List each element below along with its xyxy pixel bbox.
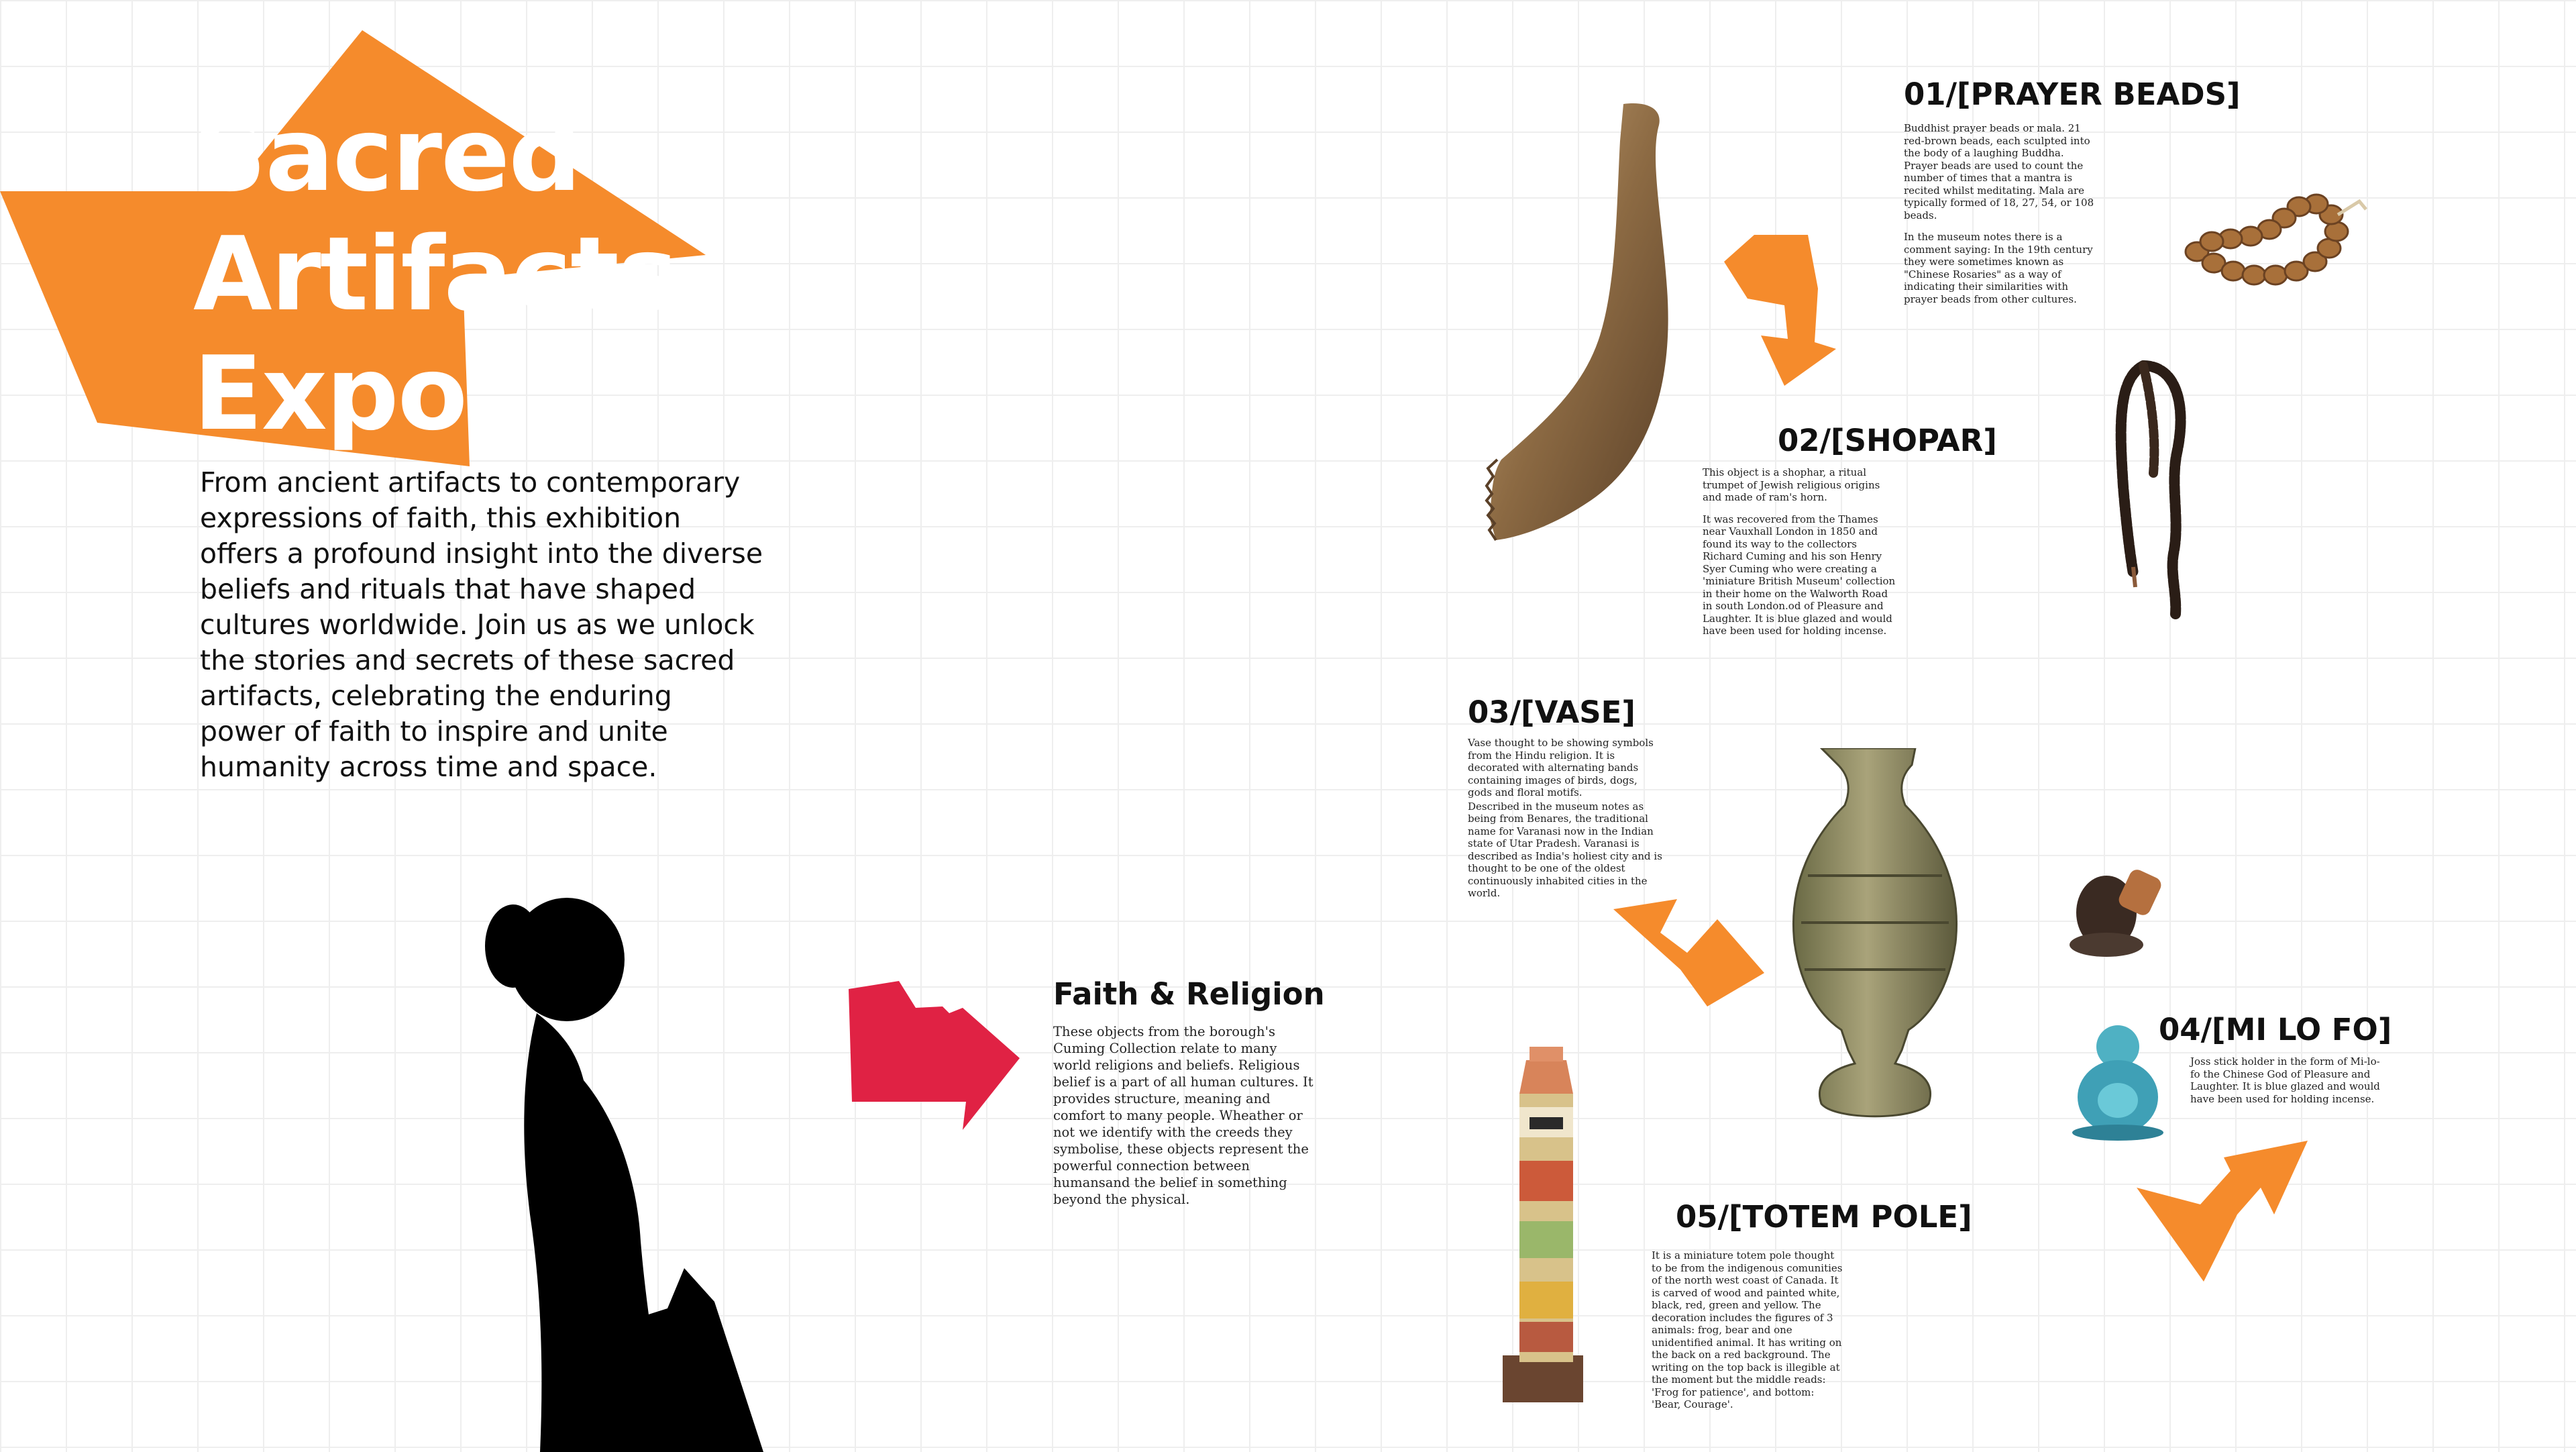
artifact-02-paragraph-2: It was recovered from the Thames near Vauxhall London in 1850 and found its way to the collectors Richard Cuming and his son Henry Syer Cuming who were creating a 'miniature British Museum' collection in their home on the Walworth Road in south London.od of Pleasure and Laughter. It is blue glazed and would have been used for holding incense. (1703, 513, 1896, 637)
artifact-05-paragraph-1: It is a miniature totem pole thought to be from the indigenous comunities of the north west coast of Canada. It is carved of wood and painted white, black, red, green and yellow. The decoration includes the figures of 3 animals: frog, bear and one unidentified animal. It has writing on the back on a red background. The writing on the top back is illegible at the moment but the middle reads: 'Frog for patience', and bottom: 'Bear, Courage'. (1652, 1249, 1843, 1410)
artifact-02-paragraph-1: This object is a shophar, a ritual trumpet of Jewish religious origins and made of ram's horn. (1703, 466, 1880, 503)
artifact-05-description (1652, 1249, 1846, 1420)
artifact-04-description (2190, 1055, 2385, 1114)
faith-body: These objects from the borough's Cuming Collection relate to many world religions and beliefs. Religious belief is a part of all human cultures. It provides structure, meaning and comfort to many people. Wheather or not we identify with the creeds they symbolise, these objects represent the powerful connection between humansand the belief in something beyond the physical. (1053, 1024, 1313, 1207)
artifact-01-heading: 01/[PRAYER BEADS] (1904, 76, 2241, 112)
title-line-2: Artifacts (193, 215, 678, 333)
artifact-01-paragraph-2: In the museum notes there is a comment saying: In the 19th century they were sometimes known as "Chinese Rosaries" as a way of indicating their similarities with prayer beads from other cultures. (1904, 231, 2093, 305)
artifact-03-description (1468, 737, 1662, 909)
artifact-02-heading: 02/[SHOPAR] (1778, 423, 1997, 458)
artifact-01-description (1904, 122, 2098, 315)
artifact-05-heading: 05/[TOTEM POLE] (1676, 1199, 1972, 1235)
red-arrow-icon (849, 981, 1023, 1130)
totem-pole-image (1503, 1047, 1590, 1402)
intro-paragraph: From ancient artifacts to contemporary expressions of faith, this exhibition offers a profound insight into the diverse beliefs and rituals that have shaped cultures worldwide. Join us as we unlock the stories and secrets of these sacred artifacts, celebrating the enduring power of faith to inspire and unite humanity across time and space. (200, 466, 763, 783)
title-line-3: Expo (193, 334, 467, 453)
mi-lo-fo-figurine-image (2070, 1020, 2167, 1141)
artifact-04-paragraph-1: Joss stick holder in the form of Mi-lo-fo the Chinese God of Pleasure and Laughter. It is blue glazed and would have been used for holding incense. (2190, 1055, 2380, 1105)
shofar-horn-image (1483, 101, 1724, 543)
page-title (193, 95, 678, 454)
small-figurine-image (2066, 859, 2167, 960)
artifact-03-paragraph-1: Vase thought to be showing symbols from the Hindu religion. It is decorated with alternating bands containing images of birds, dogs, gods and floral motifs. (1468, 737, 1654, 798)
artifact-03-paragraph-2: Described in the museum notes as being from Benares, the traditional name for Varanasi now in the Indian state of Utar Pradesh. Varanasi is described as India's holiest city and is thought to be one of the oldest continuously inhabited cities in the world. (1468, 800, 1662, 899)
artifact-04-heading: 04/[MI LO FO] (2159, 1012, 2392, 1047)
orange-arrow-down-icon (1721, 231, 1841, 386)
orange-arrow-left-icon (1613, 899, 1768, 1006)
title-line-1: Sacred (193, 95, 580, 214)
artifact-01-paragraph-1: Buddhist prayer beads or mala. 21 red-brown beads, each sculpted into the body of a laughing Buddha. Prayer beads are used to count the number of times that a mantra is recited whilst meditating. Mala are typically formed of 18, 27, 54, or 108 beads. (1904, 122, 2094, 221)
rosary-beads-image (2103, 352, 2204, 621)
brass-vase-image (1781, 748, 1969, 1121)
woman-silhouette-illustration (483, 892, 805, 1452)
orange-arrow-right-icon (2137, 1141, 2311, 1282)
artifact-02-description (1703, 466, 1897, 647)
faith-heading: Faith & Religion (1053, 976, 1325, 1012)
artifact-03-heading: 03/[VASE] (1468, 694, 1635, 730)
prayer-beads-image (2184, 188, 2371, 295)
